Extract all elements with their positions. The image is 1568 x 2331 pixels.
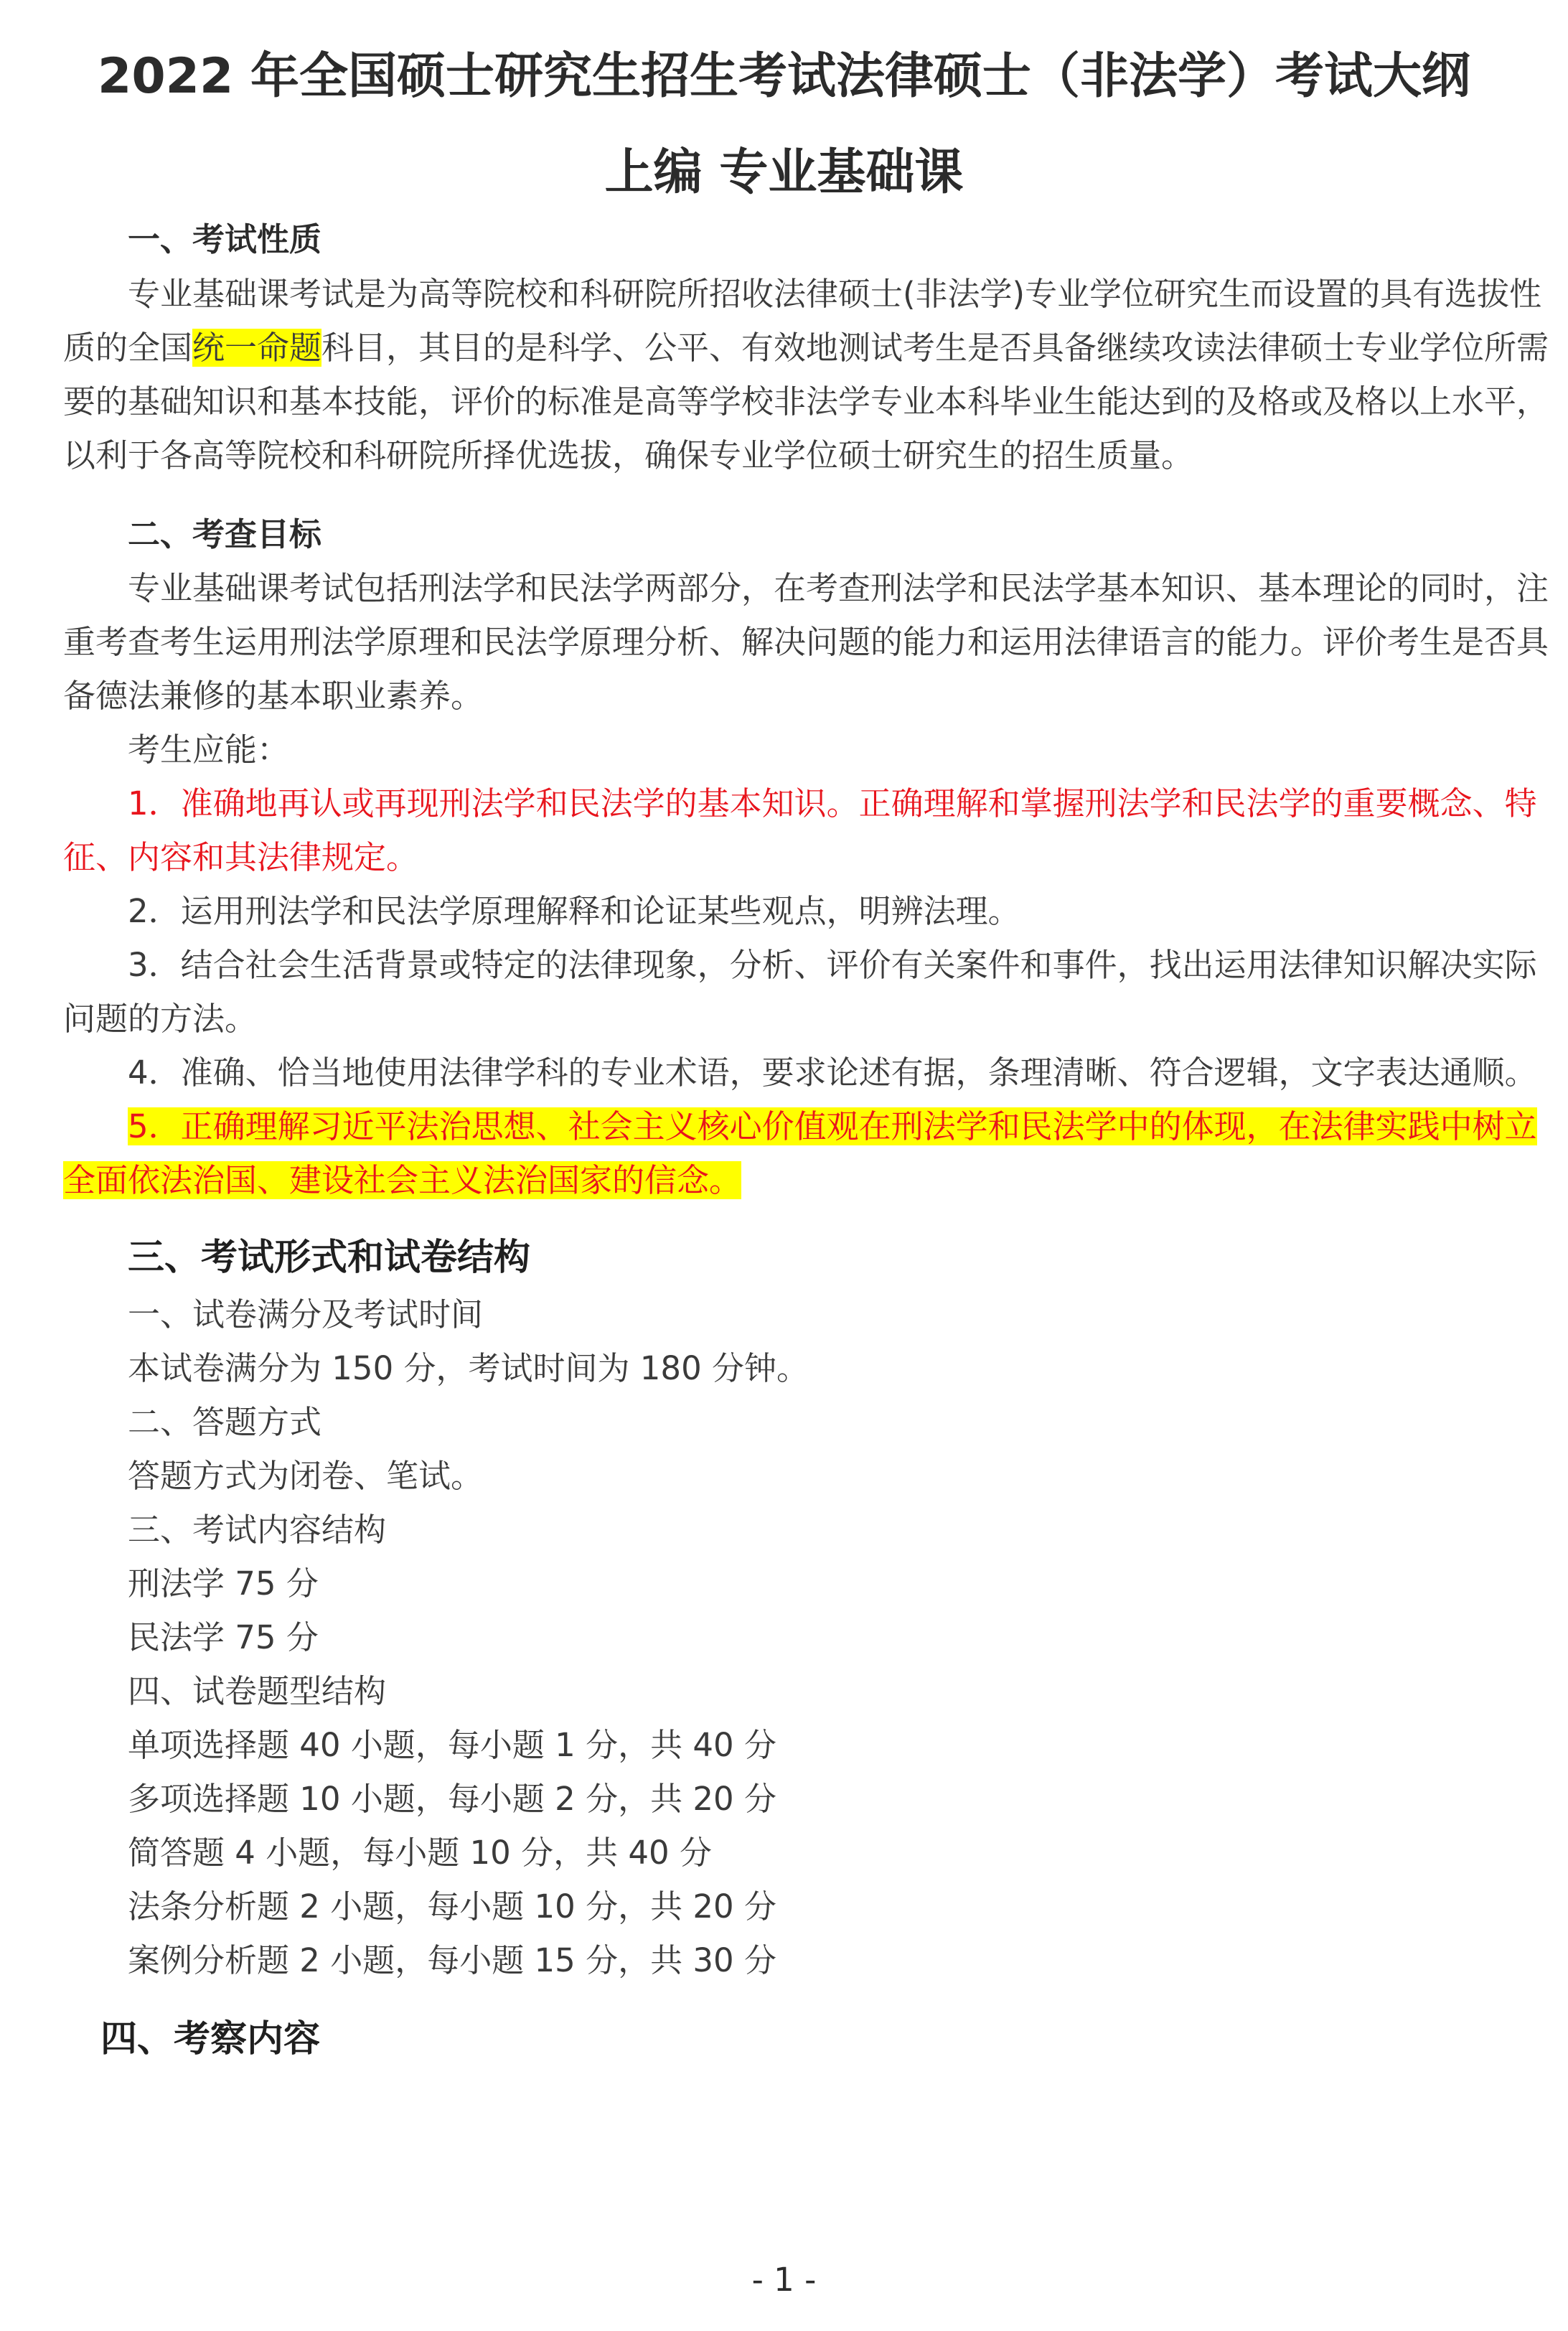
list-item: 三、考试内容结构 bbox=[128, 1511, 387, 1549]
list-item: 答题方式为闭卷、笔试。 bbox=[128, 1457, 484, 1495]
paragraph-line: 以利于各高等院校和科研院所择优选拔，确保专业学位硕士研究生的招生质量。 bbox=[63, 436, 1194, 474]
list-item: 单项选择题 40 小题，每小题 1 分，共 40 分 bbox=[128, 1726, 776, 1764]
list-item: 一、试卷满分及考试时间 bbox=[128, 1295, 484, 1333]
list-item: 案例分析题 2 小题，每小题 15 分，共 30 分 bbox=[128, 1941, 776, 1979]
document-title: 2022 年全国硕士研究生招生考试法律硕士（非法学）考试大纲 bbox=[98, 48, 1470, 105]
list-item: 本试卷满分为 150 分，考试时间为 180 分钟。 bbox=[128, 1349, 809, 1387]
document-subtitle: 上编 专业基础课 bbox=[604, 144, 964, 201]
list-item-3: 3．结合社会生活背景或特定的法律现象，分析、评价有关案件和事件，找出运用法律知识解决实际 bbox=[128, 946, 1537, 984]
highlighted-text: 全面依法治国、建设社会主义法治国家的信念。 bbox=[63, 1161, 742, 1199]
list-item-2: 2．运用刑法学和民法学原理解释和论证某些观点，明辨法理。 bbox=[128, 892, 1020, 930]
section-heading-exam-content: 四、考察内容 bbox=[100, 2018, 321, 2060]
list-item: 刑法学 75 分 bbox=[128, 1565, 319, 1603]
list-item: 四、试卷题型结构 bbox=[128, 1672, 387, 1710]
paragraph-line: 质的全国统一命题科目，其目的是科学、公平、有效地测试考生是否具备继续攻读法律硕士专业学位所需 bbox=[63, 329, 1549, 367]
section-heading-exam-format: 三、考试形式和试卷结构 bbox=[128, 1237, 531, 1279]
list-item-5 bbox=[128, 1105, 1537, 1148]
list-item-3-cont: 问题的方法。 bbox=[63, 1000, 258, 1038]
list-item: 民法学 75 分 bbox=[128, 1618, 319, 1656]
list-item: 法条分析题 2 小题，每小题 10 分，共 20 分 bbox=[128, 1887, 776, 1926]
list-item-4: 4．准确、恰当地使用法律学科的专业术语，要求论述有据，条理清晰、符合逻辑，文字表达通顺。 bbox=[128, 1054, 1537, 1092]
section-heading-exam-nature: 一、考试性质 bbox=[128, 220, 322, 258]
list-item: 简答题 4 小题，每小题 10 分，共 40 分 bbox=[128, 1834, 712, 1872]
paragraph-line: 要的基础知识和基本技能，评价的标准是高等学校非法学专业本科毕业生能达到的及格或及格以上水平， bbox=[63, 383, 1549, 421]
paragraph-line: 考生应能： bbox=[128, 731, 290, 769]
page-number: - 1 - bbox=[751, 2261, 817, 2299]
paragraph-line: 重考查考生运用刑法学原理和民法学原理分析、解决问题的能力和运用法律语言的能力。评价考生是否具 bbox=[63, 623, 1549, 661]
list-item: 二、答题方式 bbox=[128, 1403, 322, 1441]
paragraph-line: 备德法兼修的基本职业素养。 bbox=[63, 677, 484, 715]
section-heading-exam-objectives: 二、考查目标 bbox=[128, 515, 322, 553]
list-item-5-cont bbox=[63, 1159, 741, 1202]
list-item-1: 1．准确地再认或再现刑法学和民法学的基本知识。正确理解和掌握刑法学和民法学的重要概念、特 bbox=[128, 784, 1537, 822]
paragraph-line: 专业基础课考试包括刑法学和民法学两部分，在考查刑法学和民法学基本知识、基本理论的同时，注 bbox=[128, 569, 1549, 607]
list-item-1-cont: 征、内容和其法律规定。 bbox=[63, 838, 419, 876]
highlighted-text: 统一命题 bbox=[192, 329, 322, 367]
highlighted-text: 5．正确理解习近平法治思想、社会主义核心价值观在刑法学和民法学中的体现，在法律实践中树立 bbox=[128, 1107, 1537, 1145]
paragraph-line: 专业基础课考试是为高等院校和科研院所招收法律硕士(非法学)专业学位研究生而设置的具有选拔性 bbox=[128, 275, 1542, 313]
list-item: 多项选择题 10 小题，每小题 2 分，共 20 分 bbox=[128, 1780, 776, 1818]
